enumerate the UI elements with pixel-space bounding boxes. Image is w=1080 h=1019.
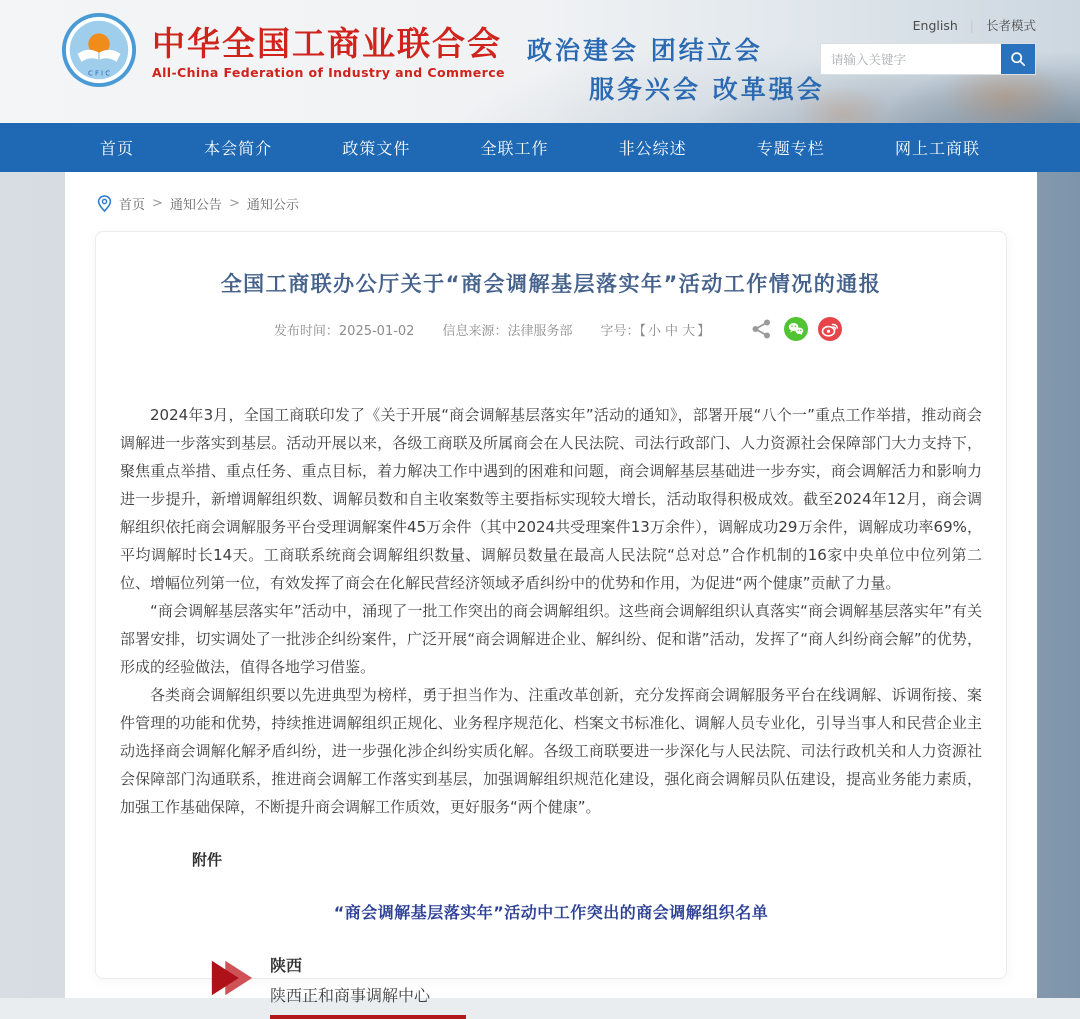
article-body — [120, 401, 982, 821]
search-input[interactable] — [821, 44, 1001, 74]
article-title: 全国工商联办公厅关于“商会调解基层落实年”活动工作情况的通报 — [220, 272, 882, 296]
nav-item-policy[interactable]: 政策文件 — [342, 139, 411, 158]
breadcrumb-separator: > — [152, 196, 163, 211]
paragraph-1: 2024年3月，全国工商联印发了《关于开展“商会调解基层落实年”活动的通知》，部署开展“八个一”重点工作举措，推动商会调解进一步落实到基层。活动开展以来，各级工商联及所属商会在人民法院、司法行政部门、人力资源社会保障部门大力支持下，聚焦重点举措、重点任务、重点目标，着力解决工作中遇到的困难和问题，商会调解基层基础进一步夯实，商会调解活力和影响力进一步提升，新增调解组织数、调解员数和自主收案数等主要指标实现较大增长，活动取得积极成效。截至2024年12月，商会调解组织依托商会调解服务平台受理调解案件45万余件（其中2024共受理案件13万余件），调解成功29万余件，调解成功率69%，平均调解时长14天。工商联系统商会调解组织数量、调解员数量在最高人民法院“总对总”合作机制的16家中央单位中位列第二位、增幅位列第一位，有效发挥了商会在化解民营经济领域矛盾纠纷中的优势和作用，为促进“两个健康”贡献了力量。 — [120, 406, 982, 593]
wechat-share-icon[interactable] — [784, 317, 808, 341]
nav-item-about[interactable]: 本会简介 — [204, 139, 273, 158]
org-name-cn: 中华全国工商业联合会 — [152, 24, 502, 63]
search-bar — [820, 43, 1036, 75]
winner-list-item — [208, 953, 982, 1019]
nav-item-online[interactable]: 网上工商联 — [894, 139, 980, 158]
breadcrumb-notices[interactable]: 通知公告 — [169, 198, 222, 213]
font-size-large[interactable]: 大 — [682, 323, 696, 339]
main-nav — [0, 123, 1080, 172]
nav-item-home[interactable]: 首页 — [100, 139, 135, 158]
double-arrow-icon — [208, 953, 256, 1003]
content-container — [65, 172, 1037, 1006]
breadcrumb-separator: > — [228, 196, 240, 211]
acfic-logo-icon — [60, 11, 138, 89]
breadcrumb-home[interactable]: 首页 — [119, 198, 146, 213]
header-utility-links — [913, 16, 1036, 34]
nav-item-special-topics[interactable]: 专题专栏 — [756, 139, 825, 158]
site-slogan — [527, 31, 825, 106]
font-size-label: 字号： — [600, 323, 640, 339]
attachment-title: “商会调解基层落实年”活动中工作突出的商会调解组织名单 — [333, 903, 769, 923]
font-size-switcher — [601, 320, 711, 339]
share-buttons — [750, 317, 842, 341]
info-source-value: 法律服务部 — [507, 323, 573, 339]
article-card — [95, 231, 1007, 1006]
link-separator: | — [969, 17, 974, 33]
elder-mode-link[interactable]: 长者模式 — [985, 18, 1036, 33]
nav-item-federation-work[interactable]: 全联工作 — [480, 139, 549, 158]
paragraph-3: 各类商会调解组织要以先进典型为榜样，勇于担当作为、注重改革创新，充分发挥商会调解服务平台在线调解、诉调衔接、案件管理的功能和优势，持续推进调解组织正规化、业务程序规范化、档案文书标准化、调解人员专业化，引导当事人和民营企业主动选择商会调解化解矛盾纠纷，进一步强化涉企纠纷实质化解。各级工商联要进一步深化与人民法院、司法行政机关和人力资源社会保障部门沟通联系，推进商会调解工作落实到基层，加强调解组织规范化建设，强化商会调解员队伍建设，提高业务能力素质，加强工作基础保障，不断提升商会调解工作质效，更好服务“两个健康”。 — [120, 686, 982, 817]
slogan-line1: 政治建会 团结立会 — [527, 36, 763, 65]
nav-item-nonpublic[interactable]: 非公综述 — [618, 139, 687, 158]
english-link[interactable]: English — [912, 17, 958, 33]
red-underline — [270, 1015, 466, 1019]
bracket-open: 【 — [639, 323, 647, 339]
org-name-en: All-China Federation of Industry and Commerce — [152, 65, 505, 81]
page-background — [0, 172, 1080, 1006]
font-size-small[interactable]: 小 — [648, 323, 662, 339]
search-icon — [1010, 51, 1026, 67]
winner-org-link[interactable]: 陕西正和商事调解中心 — [270, 986, 431, 1006]
weibo-share-icon[interactable] — [818, 317, 842, 341]
winner-region: 陕西 — [270, 956, 303, 976]
font-size-medium[interactable]: 中 — [665, 323, 679, 339]
search-button[interactable] — [1001, 44, 1035, 74]
paragraph-2: “商会调解基层落实年”活动中，涌现了一批工作突出的商会调解组织。这些商会调解组织认真落实“商会调解基层落实年”有关部署安排，切实调处了一批涉企纠纷案件，广泛开展“商会调解进企业、解纠纷、促和谐”活动，发挥了“商人纠纷商会解”的优势，形成的经验做法，值得各地学习借鉴。 — [120, 602, 982, 677]
slogan-line2: 服务兴会 改革强会 — [589, 75, 825, 104]
location-pin-icon — [97, 195, 112, 212]
site-header — [0, 0, 1080, 123]
publish-time — [274, 320, 415, 339]
svg-text:C F I C: C F I C — [88, 69, 110, 78]
publish-time-value: 2025-01-02 — [338, 323, 415, 339]
info-source-label: 信息来源： — [442, 323, 508, 339]
breadcrumb-current[interactable]: 通知公示 — [246, 198, 299, 213]
info-source — [442, 320, 572, 339]
breadcrumb — [65, 182, 1037, 225]
share-icon[interactable] — [750, 317, 774, 341]
bracket-close: 】 — [697, 323, 711, 339]
attachment-label: 附件 — [192, 851, 223, 870]
winner-info — [270, 953, 466, 1019]
publish-time-label: 发布时间： — [273, 323, 339, 339]
article-meta — [120, 317, 982, 341]
